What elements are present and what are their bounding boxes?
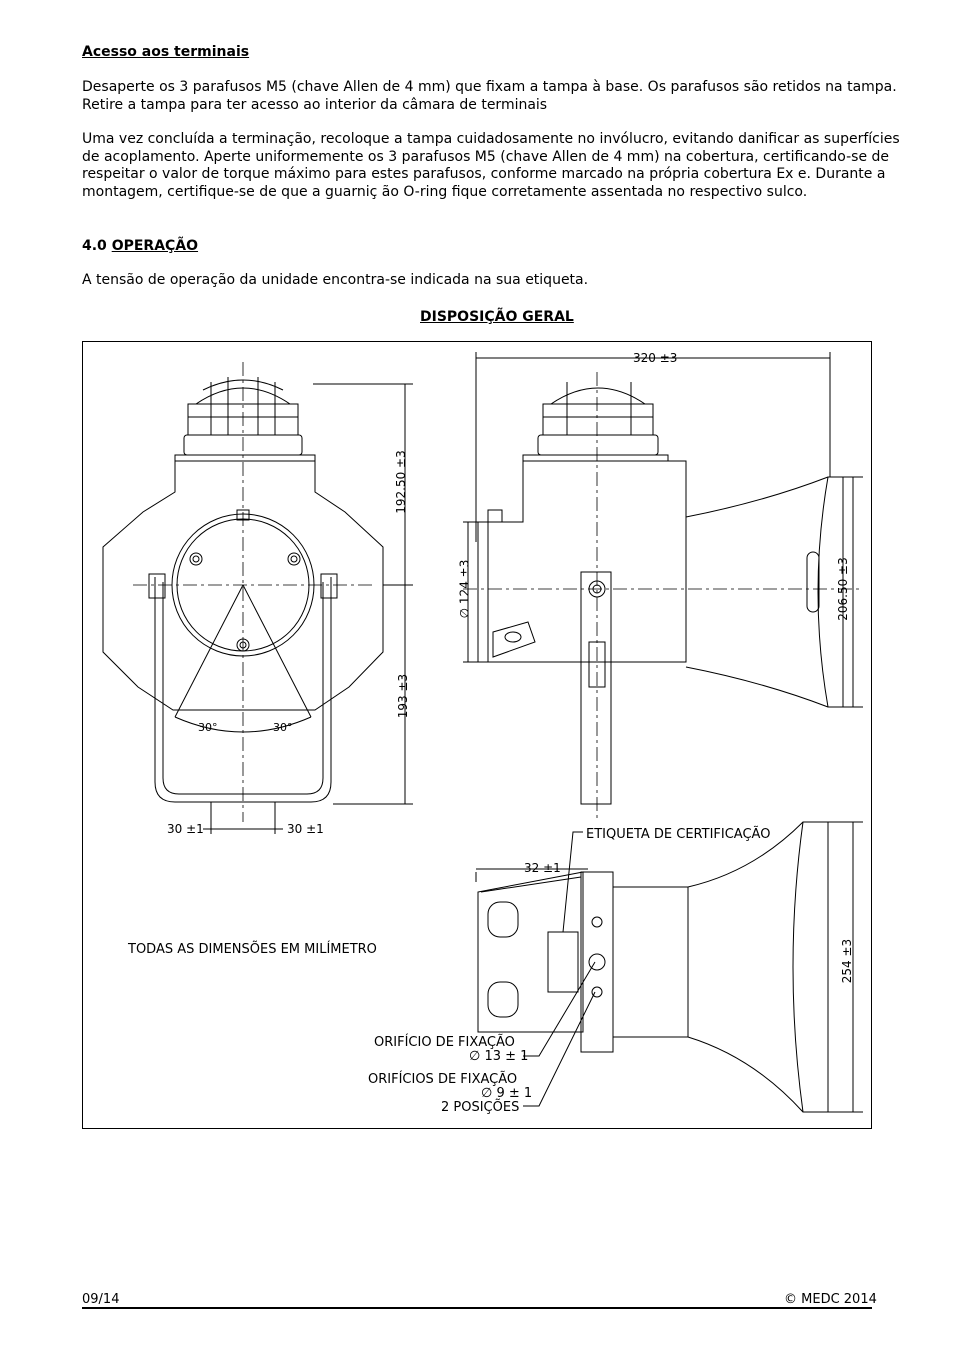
dim-height-193: 193 ±3 [396, 673, 411, 719]
paragraph-terminals-close: Uma vez concluída a terminação, recoloque a tampa cuidadosamente no invólucro, evitando danificar as superfícies de acoplamento. Aperte uniformemente os 3 parafusos M5 (chave Allen de 4 mm) na cobertura, certificando-se de respeitar o valor de torque máximo para estes parafusos, conforme marcado na própria cobertura Ex e. Durante a montagem, certifique-se de que a guarniç ão O-ring fique corretamente assentada no respectivo sulco. [82, 131, 900, 200]
label-fixing-holes-dim: ∅ 9 ± 1 [481, 1086, 533, 1101]
technical-drawing-svg [83, 342, 873, 1130]
general-arrangement-drawing [82, 341, 872, 1129]
label-fixing-hole: ORIFÍCIO DE FIXAÇÃO [374, 1035, 515, 1050]
footer-copyright: © MEDC 2014 [784, 1292, 877, 1307]
section-heading-terminals: Acesso aos terminais [82, 44, 250, 60]
angle-left-30: 30° [198, 721, 218, 734]
footer-rule [82, 1307, 872, 1309]
label-all-dimensions: TODAS AS DIMENSÕES EM MILÍMETRO [128, 942, 377, 957]
section-title: OPERAÇÃO [111, 238, 199, 254]
dim-right-30: 30 ±1 [287, 822, 324, 836]
paragraph-terminals-open: Desaperte os 3 parafusos M5 (chave Allen de 4 mm) que fixam a tampa à base. Os parafusos são retidos na tampa. Retire a tampa para ter acesso ao interior da câmara de terminais [82, 79, 897, 113]
dim-height-206: 206.50 ±3 [835, 557, 850, 621]
section-heading-operation [82, 237, 198, 255]
dim-left-30: 30 ±1 [167, 822, 204, 836]
paragraph-operation: A tensão de operação da unidade encontra-se indicada na sua etiqueta. [82, 272, 589, 288]
dim-diameter-124: ∅ 124 ±3 [457, 559, 472, 619]
section-number: 4.0 [82, 238, 107, 254]
dim-height-254: 254 ±3 [840, 938, 855, 984]
label-fixing-holes: ORIFÍCIOS DE FIXAÇÃO [368, 1072, 518, 1087]
label-fixing-hole-dim: ∅ 13 ± 1 [469, 1049, 529, 1064]
dim-32: 32 ±1 [524, 861, 561, 875]
label-certification: ETIQUETA DE CERTIFICAÇÃO [586, 827, 771, 842]
side-view [463, 352, 863, 822]
dim-width-320: 320 ±3 [633, 351, 678, 365]
dim-height-192: 192.50 ±3 [393, 450, 408, 514]
label-positions: 2 POSIÇÕES [441, 1100, 520, 1115]
figure-title: DISPOSIÇÃO GERAL [420, 309, 574, 325]
angle-right-30: 30° [273, 721, 293, 734]
front-view [103, 362, 413, 834]
footer-date: 09/14 [82, 1292, 120, 1307]
